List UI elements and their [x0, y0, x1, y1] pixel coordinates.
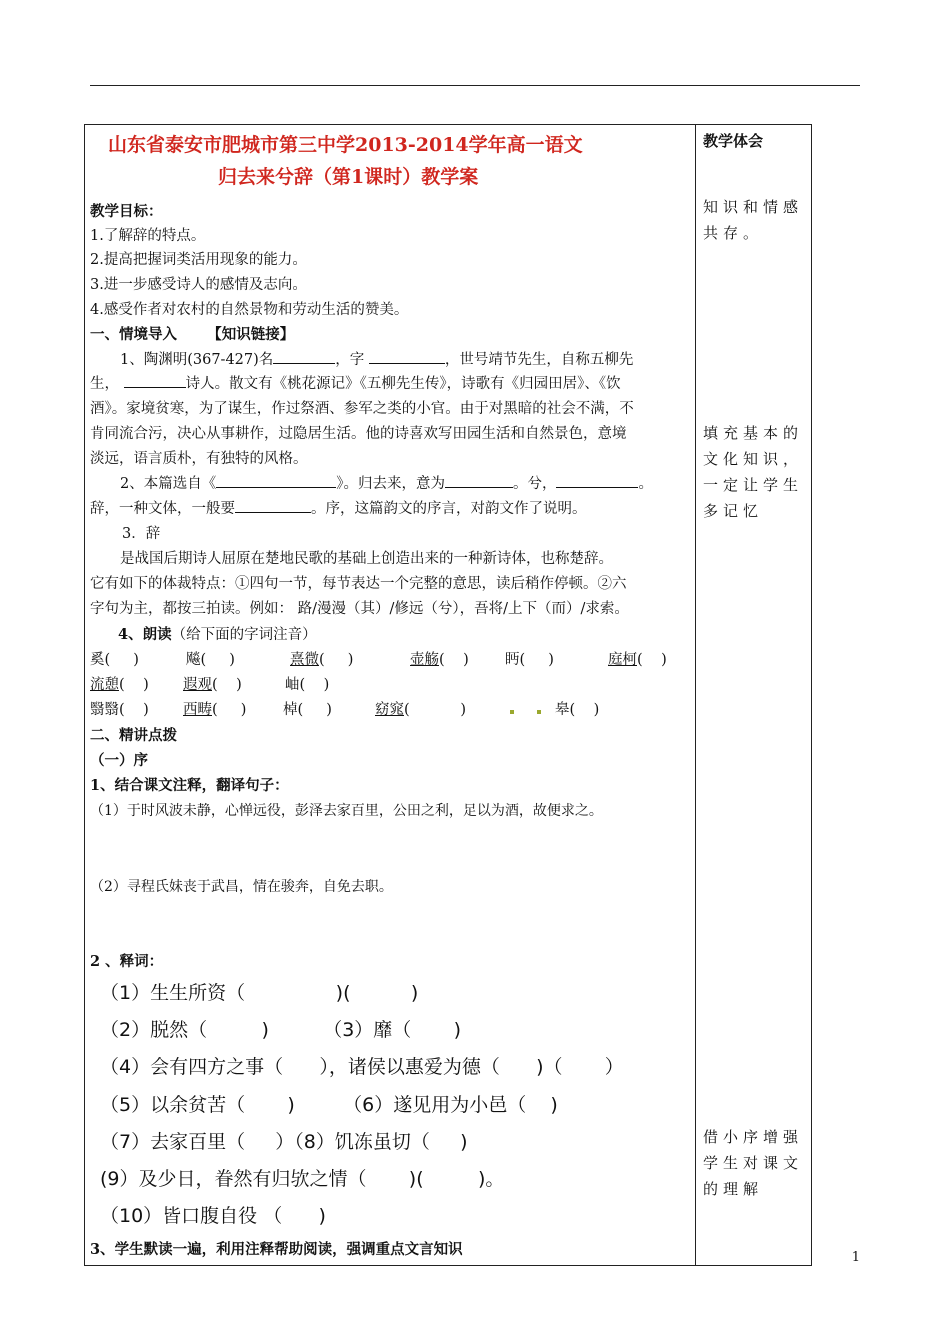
pron-item: 窈窕( )	[375, 702, 467, 718]
paragraph: 肯同流合污，决心从事耕作，过隐居生活。他的诗喜欢写田园生活和自然景色，意境	[90, 426, 627, 442]
pron-item: 岫( )	[285, 677, 330, 693]
knowledge-link-label: 【知识链接】	[207, 326, 295, 343]
paragraph: 字句为主，都按三拍读。例如： 路/漫漫（其）/修远（兮），吾将/上下（而）/求索。	[90, 601, 629, 617]
pron-item: 庭柯( )	[608, 652, 667, 668]
section1-heading: 一、情境导入 【知识链接】	[90, 326, 295, 343]
word-item: （1）生生所资（ )( )	[100, 982, 419, 1004]
column-divider	[695, 124, 696, 1266]
pron-item: 壶觞( )	[410, 652, 469, 668]
title-line-2: 归去来兮辞（第1课时）教学案	[218, 166, 479, 188]
pron-item: 奚( )	[90, 652, 139, 668]
question-3: 3、学生默读一遍，利用注释帮助阅读，强调重点文言知识	[90, 1241, 463, 1258]
pron-item: 流憩( )	[90, 677, 149, 693]
paragraph: 是战国后期诗人屈原在楚地民歌的基础上创造出来的一种新诗体，也称楚辞。	[120, 551, 613, 567]
fill-blank[interactable]	[273, 349, 335, 364]
word-item: （2）脱然（ ) （3）靡（ )	[100, 1019, 462, 1041]
word-item: （5）以余贫苦（ ) （6）遂见用为小邑（ )	[100, 1094, 558, 1116]
word-item: （10）皆口腹自役 （ )	[100, 1205, 326, 1227]
word-item: (9）及少日，眷然有归欤之情（ )( )。	[100, 1168, 505, 1190]
paragraph: 辞，一种文体，一般要 。序，这篇韵文的序言，对韵文作了说明。	[90, 497, 587, 518]
pron-item: 棹( )	[283, 702, 332, 718]
objective-item: 4.感受作者对农村的自然景物和劳动生活的赞美。	[90, 302, 409, 318]
pron-item: 皋( )	[555, 702, 600, 718]
fill-blank[interactable]	[235, 498, 311, 513]
paragraph: 3．辞	[122, 526, 161, 542]
word-item: （7）去家百里（ ）（8）饥冻虽切（ )	[100, 1131, 468, 1153]
paragraph: 酒》。家境贫寒，为了谋生，作过祭酒、参军之类的小官。由于对黑暗的社会不满，不	[90, 401, 634, 417]
pron-item: 西畴( )	[183, 702, 247, 718]
header-rule	[90, 85, 860, 86]
fill-blank[interactable]	[445, 473, 513, 488]
paragraph: 淡远，语言质朴，有独特的风格。	[90, 451, 308, 467]
fill-blank[interactable]	[216, 473, 336, 488]
title-line-1: 山东省泰安市肥城市第三中学2013-2014学年高一语文	[108, 134, 583, 156]
fill-blank[interactable]	[124, 373, 186, 388]
objective-item: 1.了解辞的特点。	[90, 228, 206, 244]
pron-item: 熹微( )	[290, 652, 354, 668]
sentence-2: （2）寻程氏妹丧于武昌，情在骏奔，自免去职。	[90, 879, 393, 895]
paragraph: 它有如下的体裁特点：①四句一节，每节表达一个完整的意思，读后稍作停顿。②六	[90, 576, 627, 592]
paragraph: 1、陶渊明(367-427)名 ，字 ，世号靖节先生，自称五柳先	[120, 348, 633, 369]
question-2: 2 、释词：	[90, 953, 164, 970]
page-number: 1	[851, 1250, 860, 1265]
read-heading: 4、朗读（给下面的字词注音）	[118, 626, 317, 643]
pron-item: 翳翳( )	[90, 702, 149, 718]
sentence-1: （1）于时风波未静，心惮远役，彭泽去家百里，公田之利，足以为酒，故便求之。	[90, 803, 603, 819]
side-note-2: 填充基本的文化知识，一定让学生多记忆	[703, 424, 804, 520]
marker-dot	[537, 710, 541, 714]
fill-blank[interactable]	[369, 349, 445, 364]
side-note-1: 知识和情感共存。	[703, 198, 804, 242]
side-header: 教学体会	[703, 132, 764, 150]
word-item: （4）会有四方之事（ ），诸侯以惠爱为德（ )（ ）	[100, 1056, 624, 1078]
side-note-3: 借小序增强学生对课文的理解	[703, 1128, 804, 1198]
pron-item: 飚( )	[186, 652, 235, 668]
question-1: 1、结合课文注释，翻译句子：	[90, 777, 289, 794]
objective-item: 2.提高把握词类活用现象的能力。	[90, 252, 307, 268]
fill-blank[interactable]	[556, 473, 638, 488]
paragraph: 2、本篇选自《 》。归去来，意为 。兮， 。	[120, 472, 653, 493]
section2-heading: 二、精讲点拨	[90, 727, 177, 744]
section2-sub: （一）序	[90, 752, 148, 769]
objective-item: 3.进一步感受诗人的感情及志向。	[90, 277, 307, 293]
marker-dot	[510, 710, 514, 714]
objectives-heading: 教学目标：	[90, 203, 163, 220]
pron-item: 遐观( )	[183, 677, 242, 693]
pron-item: 眄( )	[505, 652, 554, 668]
paragraph: 生， 诗人。散文有《桃花源记》《五柳先生传》，诗歌有《归园田居》、《饮	[90, 372, 621, 393]
